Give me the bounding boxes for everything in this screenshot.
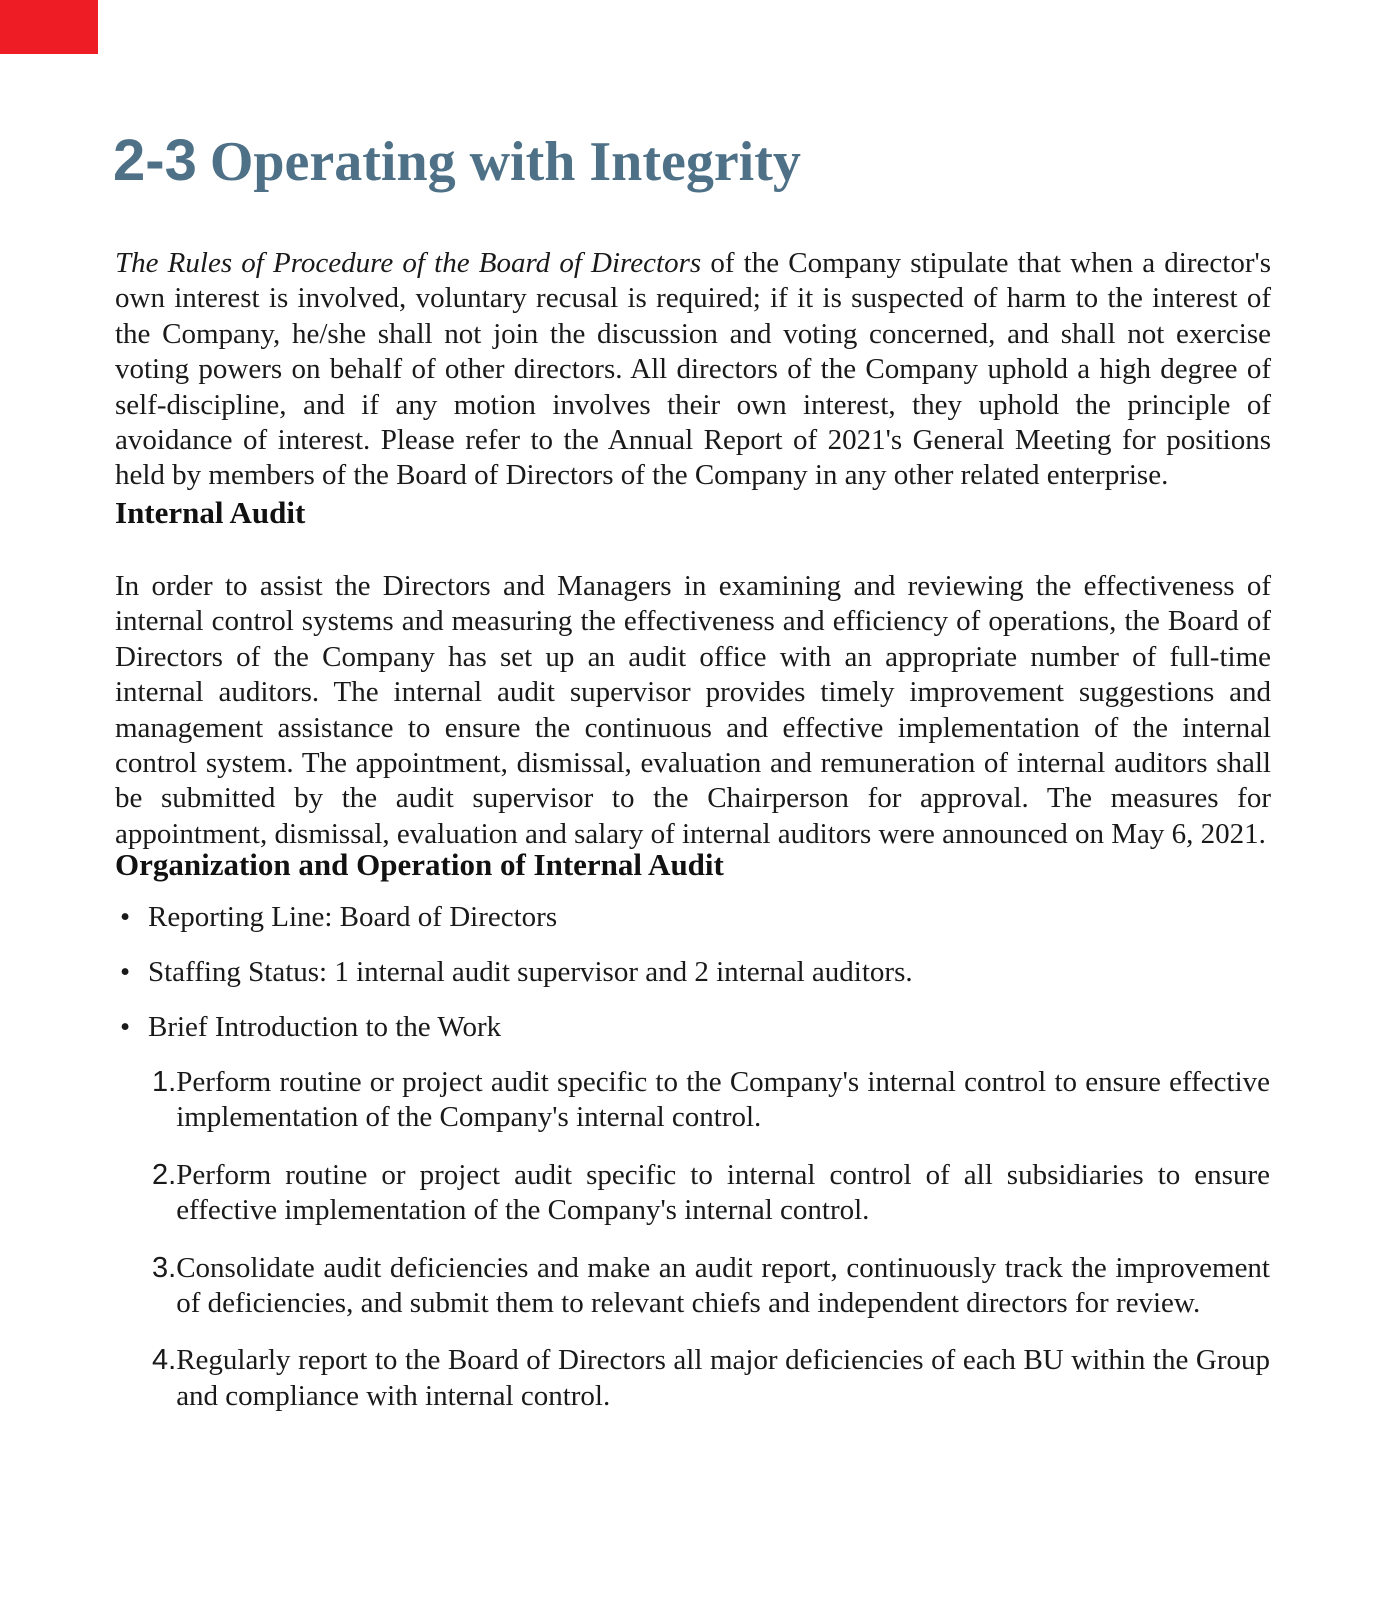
item-text: Perform routine or project audit specific to internal control of all subsidiaries to ensure effective implementation of the Company's internal control.	[176, 1158, 1270, 1227]
bullet-dot-icon: •	[120, 1011, 131, 1043]
item-number: 2.	[152, 1158, 177, 1191]
item-text: Consolidate audit deficiencies and make an audit report, continuously track the improvement of deficiencies, and submit them to relevant chiefs and independent directors for review.	[176, 1251, 1270, 1320]
numbered-item-1	[152, 1065, 1270, 1136]
numbered-item-4	[152, 1343, 1270, 1414]
page-title	[113, 128, 801, 209]
numbered-item-2	[152, 1158, 1270, 1229]
bullet-text: Staffing Status: 1 internal audit supervisor and 2 internal auditors.	[148, 956, 913, 988]
heading-organization-operation: Organization and Operation of Internal Audit	[115, 847, 724, 882]
item-number: 1.	[152, 1066, 177, 1098]
section-number: 2-3	[113, 128, 197, 193]
internal-audit-paragraph: In order to assist the Directors and Managers in examining and reviewing the effectiveness of internal control systems and measuring the effectiveness and efficiency of operations, the Board of Directors of the Company has set up an audit office with an appropriate number of full-time internal auditors. The internal audit supervisor provides timely improvement suggestions and management assistance to ensure the continuous and effective implementation of the internal control system. The appointment, dismissal, evaluation and remuneration of internal auditors shall be submitted by the audit supervisor to the Chairperson for approval. The measures for appointment, dismissal, evaluation and salary of internal auditors were announced on May 6, 2021.	[115, 570, 1271, 850]
item-number: 4.	[152, 1344, 177, 1377]
bullet-item-reporting-line	[120, 900, 1270, 935]
bullet-dot-icon: •	[120, 956, 131, 988]
numbered-list	[152, 1065, 1270, 1436]
bullet-dot-icon: •	[120, 901, 131, 933]
section-title-text: Operating with Integrity	[209, 131, 801, 193]
intro-italic-lead: The Rules of Procedure of the Board of Directors	[115, 247, 702, 279]
bullet-text: Brief Introduction to the Work	[148, 1011, 502, 1043]
item-text: Regularly report to the Board of Directors all major deficiencies of each BU within the Group and compliance with internal control.	[176, 1344, 1270, 1412]
bullet-list	[120, 900, 1270, 1065]
intro-paragraph-rest: of the Company stipulate that when a director's own interest is involved, voluntary recusal is required; if it is suspected of harm to the interest of the Company, he/she shall not join the discussion and voting concerned, and shall not exercise voting powers on behalf of other directors. All directors of the Company uphold a high degree of self-discipline, and if any motion involves their own interest, they uphold the principle of avoidance of interest. Please refer to the Annual Report of 2021's General Meeting for positions held by members of the Board of Directors of the Company in any other related enterprise.	[115, 247, 1271, 492]
bullet-item-staffing-status	[120, 955, 1270, 990]
bullet-text: Reporting Line: Board of Directors	[148, 901, 558, 933]
intro-paragraph	[115, 246, 1271, 494]
red-corner-marker	[0, 0, 98, 54]
numbered-item-3	[152, 1251, 1270, 1322]
item-number: 3.	[152, 1251, 177, 1284]
heading-internal-audit: Internal Audit	[115, 495, 306, 530]
item-text: Perform routine or project audit specific to the Company's internal control to ensure effective implementation of the Company's internal control.	[176, 1066, 1270, 1134]
bullet-item-brief-introduction	[120, 1010, 1270, 1045]
